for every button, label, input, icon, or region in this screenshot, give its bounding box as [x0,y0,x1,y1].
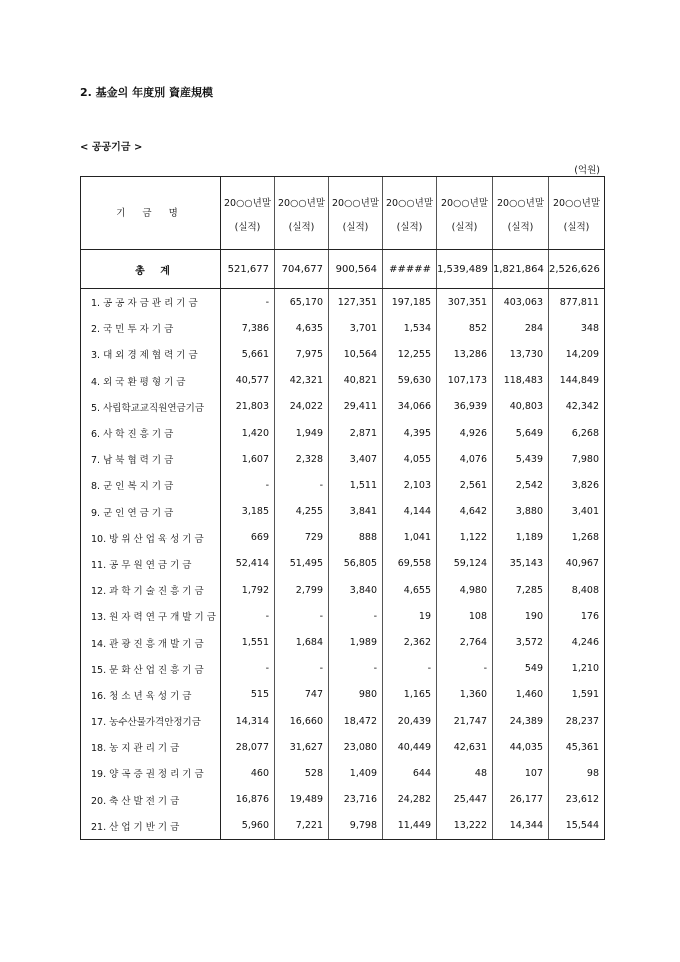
fund-value: 26,177 [493,787,549,813]
fund-value: 144,849 [549,368,605,394]
fund-value: 1,460 [493,682,549,708]
fund-value: 176 [549,603,605,629]
header-year: 20○○년말 [437,177,493,212]
fund-name: 1. 공 공 자 금 관 리 기 금 [81,289,221,316]
fund-value: 11,449 [383,813,437,840]
fund-value: 56,805 [329,551,383,577]
fund-value: 4,395 [383,420,437,446]
fund-value: 4,144 [383,499,437,525]
fund-value: 25,447 [437,787,493,813]
fund-value: - [221,289,275,316]
fund-value: 4,255 [275,499,329,525]
table-row [81,787,605,813]
fund-value: 34,066 [383,394,437,420]
table-row [81,289,605,316]
total-value: 1,539,489 [437,250,493,289]
fund-value: 127,351 [329,289,383,316]
fund-value: 7,221 [275,813,329,840]
table-body [81,250,605,840]
fund-value: 14,344 [493,813,549,840]
fund-value: 118,483 [493,368,549,394]
header-sub: (실적) [493,211,549,250]
fund-value: 23,080 [329,734,383,760]
total-label: 총 계 [81,250,221,289]
fund-name: 3. 대 외 경 제 협 력 기 금 [81,341,221,367]
header-sub: (실적) [549,211,605,250]
table-row [81,446,605,472]
fund-value: 284 [493,315,549,341]
fund-value: 28,237 [549,708,605,734]
fund-value: 13,286 [437,341,493,367]
fund-value: 549 [493,656,549,682]
fund-value: 3,401 [549,499,605,525]
fund-value: - [275,656,329,682]
fund-value: 4,642 [437,499,493,525]
header-year: 20○○년말 [329,177,383,212]
fund-name: 7. 남 북 협 력 기 금 [81,446,221,472]
fund-name: 4. 외 국 환 평 형 기 금 [81,368,221,394]
fund-value: 5,439 [493,446,549,472]
fund-name: 5. 사립학교교직원연금기금 [81,394,221,420]
fund-value: 23,716 [329,787,383,813]
fund-value: 40,803 [493,394,549,420]
fund-value: 2,362 [383,629,437,655]
fund-value: 14,314 [221,708,275,734]
header-year: 20○○년말 [275,177,329,212]
total-value: 2,526,626 [549,250,605,289]
fund-value: 69,558 [383,551,437,577]
page-title: 2. 基金의 年度別 資産規模 [80,86,213,99]
fund-value: 59,124 [437,551,493,577]
fund-name: 13. 원 자 력 연 구 개 발 기 금 [81,603,221,629]
table-row [81,499,605,525]
unit-label: (억원) [574,165,600,176]
fund-name: 14. 관 광 진 흥 개 발 기 금 [81,629,221,655]
fund-value: 1,534 [383,315,437,341]
fund-value: 42,342 [549,394,605,420]
fund-value: 7,285 [493,577,549,603]
fund-value: 197,185 [383,289,437,316]
fund-value: 19,489 [275,787,329,813]
fund-value: 52,414 [221,551,275,577]
fund-value: 51,495 [275,551,329,577]
fund-value: 107 [493,760,549,786]
fund-value: 4,076 [437,446,493,472]
fund-value: 12,255 [383,341,437,367]
fund-value: 24,022 [275,394,329,420]
fund-value: 21,803 [221,394,275,420]
table-row [81,394,605,420]
fund-value: 4,055 [383,446,437,472]
fund-name: 9. 군 인 연 금 기 금 [81,499,221,525]
fund-value: 107,173 [437,368,493,394]
fund-value: 21,747 [437,708,493,734]
fund-value: 15,544 [549,813,605,840]
fund-value: 40,449 [383,734,437,760]
fund-value: 1,268 [549,525,605,551]
fund-value: 747 [275,682,329,708]
fund-value: 65,170 [275,289,329,316]
fund-value: 59,630 [383,368,437,394]
fund-value: 2,764 [437,629,493,655]
fund-value: 18,472 [329,708,383,734]
fund-value: 4,980 [437,577,493,603]
fund-value: 3,880 [493,499,549,525]
fund-value: 1,409 [329,760,383,786]
fund-value: 3,840 [329,577,383,603]
total-value: 521,677 [221,250,275,289]
fund-value: 14,209 [549,341,605,367]
fund-value: - [275,472,329,498]
table-row [81,577,605,603]
fund-value: 42,631 [437,734,493,760]
table-row [81,734,605,760]
fund-value: 1,210 [549,656,605,682]
fund-value: 40,821 [329,368,383,394]
fund-value: 2,871 [329,420,383,446]
table-row [81,656,605,682]
fund-value: 2,328 [275,446,329,472]
fund-name: 20. 축 산 발 전 기 금 [81,787,221,813]
table-row [81,341,605,367]
fund-value: 23,612 [549,787,605,813]
fund-value: 24,282 [383,787,437,813]
table-row [81,708,605,734]
fund-name: 2. 국 민 투 자 기 금 [81,315,221,341]
header-sub: (실적) [329,211,383,250]
total-value: 1,821,864 [493,250,549,289]
fund-value: 1,607 [221,446,275,472]
fund-value: 1,949 [275,420,329,446]
fund-value: 6,268 [549,420,605,446]
fund-name: 21. 산 업 기 반 기 금 [81,813,221,840]
fund-value: 1,551 [221,629,275,655]
fund-value: 528 [275,760,329,786]
fund-value: 2,542 [493,472,549,498]
fund-value: - [221,603,275,629]
table-header [81,177,605,250]
fund-name: 19. 양 곡 증 권 정 리 기 금 [81,760,221,786]
header-year: 20○○년말 [383,177,437,212]
fund-name: 10. 방 위 산 업 육 성 기 금 [81,525,221,551]
fund-value: 4,926 [437,420,493,446]
fund-value: 5,960 [221,813,275,840]
fund-value: 40,967 [549,551,605,577]
fund-value: 13,222 [437,813,493,840]
header-year: 20○○년말 [493,177,549,212]
fund-value: 1,591 [549,682,605,708]
total-value: 900,564 [329,250,383,289]
total-value: 704,677 [275,250,329,289]
fund-value: 3,841 [329,499,383,525]
fund-value: 877,811 [549,289,605,316]
fund-value: 515 [221,682,275,708]
fund-value: 4,655 [383,577,437,603]
table-row [81,813,605,840]
fund-value: 7,975 [275,341,329,367]
fund-value: 24,389 [493,708,549,734]
total-value: ##### [383,250,437,289]
fund-value: 16,660 [275,708,329,734]
fund-name: 8. 군 인 복 지 기 금 [81,472,221,498]
fund-value: 1,792 [221,577,275,603]
table-row [81,472,605,498]
fund-value: 9,798 [329,813,383,840]
fund-value: 669 [221,525,275,551]
fund-value: 7,386 [221,315,275,341]
table-row [81,525,605,551]
fund-value: 2,103 [383,472,437,498]
fund-value: 48 [437,760,493,786]
table-row [81,420,605,446]
fund-value: - [329,656,383,682]
table-row [81,603,605,629]
header-fund-name: 기 금 명 [81,177,221,250]
table-row [81,682,605,708]
fund-value: 28,077 [221,734,275,760]
fund-value: 45,361 [549,734,605,760]
table-row [81,760,605,786]
fund-value: 98 [549,760,605,786]
fund-value: 403,063 [493,289,549,316]
fund-value: 42,321 [275,368,329,394]
fund-name: 15. 문 화 산 업 진 흥 기 금 [81,656,221,682]
fund-value: 13,730 [493,341,549,367]
fund-value: 348 [549,315,605,341]
fund-value: 2,799 [275,577,329,603]
fund-value: 36,939 [437,394,493,420]
fund-value: 40,577 [221,368,275,394]
header-sub: (실적) [437,211,493,250]
fund-value: 8,408 [549,577,605,603]
fund-value: 460 [221,760,275,786]
table-row [81,551,605,577]
fund-value: 1,189 [493,525,549,551]
fund-value: 1,511 [329,472,383,498]
header-sub: (실적) [221,211,275,250]
fund-value: - [437,656,493,682]
header-sub: (실적) [275,211,329,250]
fund-value: - [275,603,329,629]
fund-value: - [221,656,275,682]
fund-value: 644 [383,760,437,786]
fund-value: 190 [493,603,549,629]
header-year: 20○○년말 [549,177,605,212]
fund-value: 20,439 [383,708,437,734]
fund-assets-table [80,176,605,840]
fund-value: 2,561 [437,472,493,498]
fund-value: 3,572 [493,629,549,655]
fund-value: 7,980 [549,446,605,472]
fund-value: 4,246 [549,629,605,655]
fund-value: 16,876 [221,787,275,813]
table-row [81,315,605,341]
header-year: 20○○년말 [221,177,275,212]
fund-value: 3,826 [549,472,605,498]
fund-value: 3,185 [221,499,275,525]
fund-value: 1,122 [437,525,493,551]
fund-name: 12. 과 학 기 술 진 흥 기 금 [81,577,221,603]
fund-name: 18. 농 지 관 리 기 금 [81,734,221,760]
fund-value: 1,989 [329,629,383,655]
fund-value: 888 [329,525,383,551]
fund-value: 44,035 [493,734,549,760]
fund-value: 980 [329,682,383,708]
fund-value: 1,420 [221,420,275,446]
fund-value: - [221,472,275,498]
fund-value: 5,661 [221,341,275,367]
fund-name: 17. 농수산물가격안정기금 [81,708,221,734]
table-row [81,368,605,394]
fund-value: - [383,656,437,682]
header-sub: (실적) [383,211,437,250]
fund-name: 11. 공 무 원 연 금 기 금 [81,551,221,577]
fund-value: 29,411 [329,394,383,420]
fund-value: 3,701 [329,315,383,341]
table-row [81,629,605,655]
fund-value: 3,407 [329,446,383,472]
fund-name: 16. 청 소 년 육 성 기 금 [81,682,221,708]
fund-value: - [329,603,383,629]
fund-value: 5,649 [493,420,549,446]
fund-value: 31,627 [275,734,329,760]
fund-value: 19 [383,603,437,629]
fund-value: 4,635 [275,315,329,341]
fund-value: 1,360 [437,682,493,708]
fund-value: 10,564 [329,341,383,367]
section-subtitle: < 공공기금 > [80,142,143,153]
fund-name: 6. 사 학 진 흥 기 금 [81,420,221,446]
fund-value: 35,143 [493,551,549,577]
fund-value: 852 [437,315,493,341]
fund-value: 729 [275,525,329,551]
fund-value: 1,684 [275,629,329,655]
fund-value: 108 [437,603,493,629]
fund-value: 1,165 [383,682,437,708]
fund-value: 307,351 [437,289,493,316]
fund-value: 1,041 [383,525,437,551]
total-row [81,250,605,289]
